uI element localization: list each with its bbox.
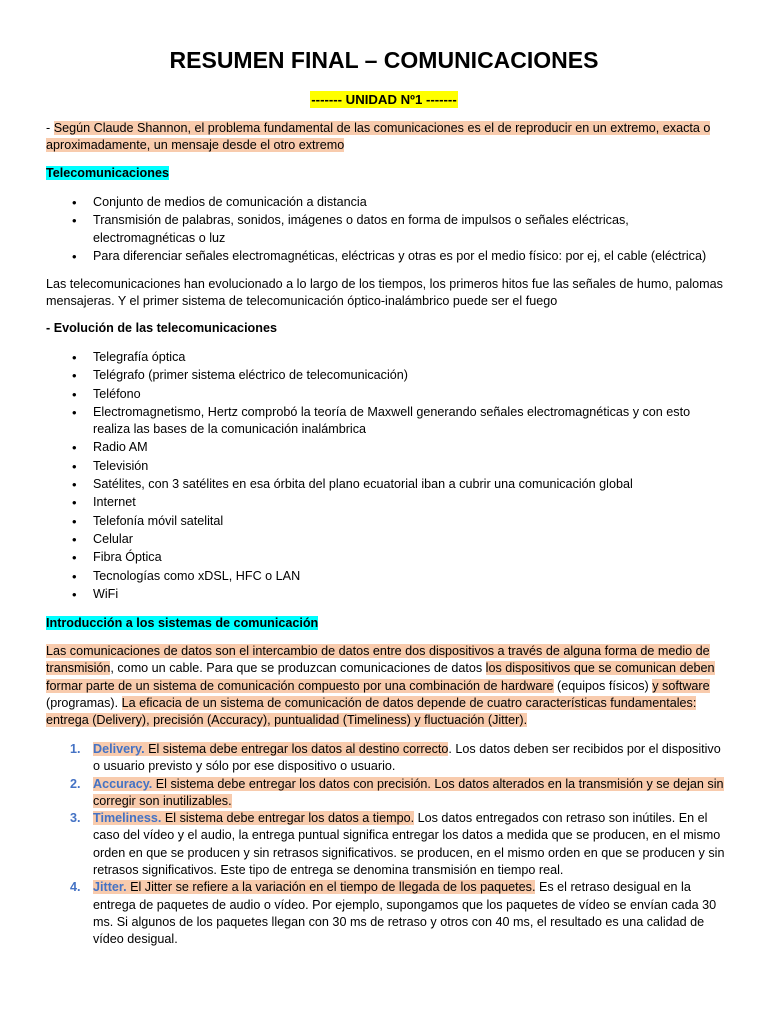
telecom-paragraph-block xyxy=(46,276,726,311)
intro-highlight: Según Claude Shannon, el problema fundamental de las comunicaciones es el de reproducir en un extremo, exacta o aproximadamente, un mensaje desde el otro extremo xyxy=(46,121,711,153)
list-item: • Telégrafo (primer sistema eléctrico de telecomunicación) xyxy=(46,367,726,384)
list-item: • Telegrafía óptica xyxy=(46,349,726,366)
sistemas-text: , como un cable. Para que se produzcan comunicaciones de datos xyxy=(110,661,486,676)
list-highlight: El Jitter se refiere a la variación en el tiempo de llegada de los paquetes. xyxy=(126,880,536,895)
list-item-accuracy xyxy=(46,776,726,811)
evolucion-list-block xyxy=(46,349,726,604)
list-keyword: Timeliness. xyxy=(93,811,162,826)
list-item: • Fibra Óptica xyxy=(46,549,726,566)
sistemas-highlight: Las comunicaciones de datos son el intercambio de datos entre dos dispositivos a través de alguna forma de medio de transmisión xyxy=(46,644,710,676)
evolucion-heading-block xyxy=(46,320,726,337)
sistemas-heading-block xyxy=(46,615,726,632)
sistemas-highlight: La eficacia de un sistema de comunicación de datos depende de cuatro características fundamentales: entrega (Delivery), precisión (Accuracy), puntualidad (Timeliness) y fluctuación (Jitter). xyxy=(46,695,697,728)
list-number: 4. xyxy=(70,880,81,895)
telecom-list xyxy=(46,194,726,265)
list-highlight: El sistema debe entregar los datos con precisión. Los datos alterados en la transmisión y se dejan sin corregir son inutilizables. xyxy=(93,776,724,808)
sistemas-text: (equipos físicos) xyxy=(553,678,653,693)
list-item: • Satélites, con 3 satélites en esa órbita del plano ecuatorial iban a cubrir una comunicación global xyxy=(46,476,726,493)
list-item: • Tecnologías como xDSL, HFC o LAN xyxy=(46,568,726,585)
list-keyword: Delivery. xyxy=(93,742,145,756)
sistemas-highlight: y software xyxy=(652,678,710,693)
list-text: Los datos entregados con retraso son inútiles. En el caso del vídeo y el audio, la entrega puntual significa entregar los datos a medida que se producen, en el mismo orden en que se producen y sin retrasos significativos. se producen, en el mismo orden en que se producen y sin retrasos significativos. Este tipo de entrega se denomina transmisión en tiempo real. xyxy=(93,811,725,878)
unit-heading-label: ------- UNIDAD Nº1 ------- xyxy=(311,92,457,107)
list-item: • Transmisión de palabras, sonidos, imágenes o datos en forma de impulsos o señales eléctricas, electromagnéticas o luz xyxy=(46,212,726,247)
list-item-delivery xyxy=(46,741,726,776)
sistemas-paragraph-block xyxy=(46,643,726,729)
list-item: • Radio AM xyxy=(46,439,726,456)
evolucion-heading: - Evolución de las telecomunicaciones xyxy=(46,321,277,335)
list-item-jitter xyxy=(46,879,726,948)
list-number: 1. xyxy=(70,742,81,756)
list-item: • Internet xyxy=(46,494,726,511)
sistemas-paragraph xyxy=(46,643,726,729)
caracteristicas-list xyxy=(46,741,726,949)
list-item: • Para diferenciar señales electromagnéticas, eléctricas y otras es por el medio físico: por ej, el cable (eléctrica) xyxy=(46,248,726,265)
sistemas-highlight: los dispositivos que se comunican deben formar parte de un sistema de comunicación compuesto por una combinación de hardware xyxy=(46,661,715,693)
telecom-heading: Telecomunicaciones xyxy=(46,166,169,180)
sistemas-heading: Introducción a los sistemas de comunicación xyxy=(46,616,319,630)
list-item-timeliness xyxy=(46,810,726,879)
list-text: . Los datos deben ser recibidos por el dispositivo o usuario previsto y sólo por ese dispositivo o usuario. xyxy=(93,742,721,774)
intro-dash: - xyxy=(46,121,54,135)
list-keyword: Accuracy. xyxy=(93,776,153,791)
list-number: 3. xyxy=(70,811,81,826)
list-item: • Electromagnetismo, Hertz comprobó la teoría de Maxwell generando señales electromagnéticas y con esto realiza las bases de la comunicación inalámbrica xyxy=(46,404,726,439)
page-title: RESUMEN FINAL – COMUNICACIONES xyxy=(169,47,599,73)
telecom-section xyxy=(46,165,726,182)
telecom-paragraph: Las telecomunicaciones han evolucionado a lo largo de los tiempos, los primeros hitos fue las señales de humo, palomas mensajeras. Y el primer sistema de telecomunicación óptico-inalámbrico puede ser el fuego xyxy=(46,277,723,309)
list-item: • WiFi xyxy=(46,586,726,603)
evolucion-list xyxy=(46,349,726,603)
list-item: • Telefonía móvil satelital xyxy=(46,513,726,530)
list-number: 2. xyxy=(70,776,81,791)
list-item: • Conjunto de medios de comunicación a distancia xyxy=(46,194,726,211)
caracteristicas-list-block xyxy=(46,741,726,949)
list-text: Es el retraso desigual en la entrega de paquetes de audio o vídeo. Por ejemplo, supongamos que los paquetes de vídeo se envían cada 30 ms. Si algunos de los paquetes llegan con 30 ms de retraso y otros con 40 ms, el resultado es una calidad de vídeo desigual. xyxy=(93,880,717,947)
unit-heading xyxy=(0,90,768,110)
list-item: • Teléfono xyxy=(46,386,726,403)
telecom-list-block xyxy=(46,194,726,265)
sistemas-text: (programas). xyxy=(46,695,122,710)
intro-paragraph xyxy=(46,120,726,155)
list-item: • Televisión xyxy=(46,458,726,475)
list-highlight: El sistema debe entregar los datos a tiempo. xyxy=(161,811,415,826)
list-keyword: Jitter. xyxy=(93,880,127,895)
list-highlight: El sistema debe entregar los datos al destino correcto xyxy=(144,742,449,756)
list-item: • Celular xyxy=(46,531,726,548)
